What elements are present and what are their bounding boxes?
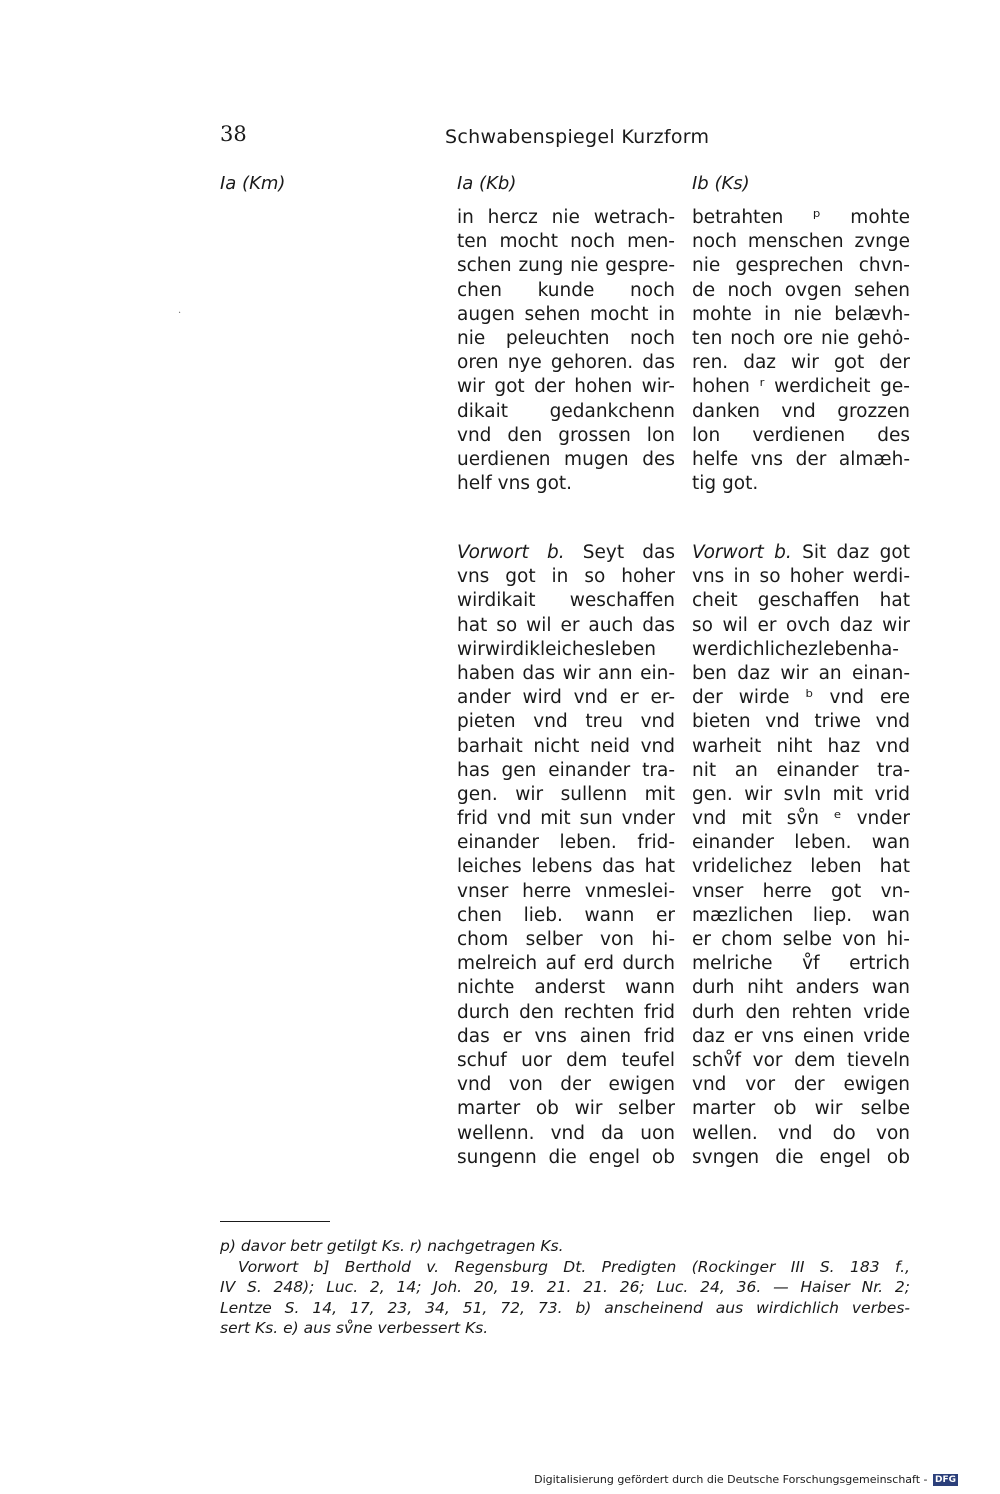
text-line: hat so wil er auch das	[457, 614, 675, 636]
digitization-footer	[534, 1473, 958, 1486]
text-line: melriche v̊f ertrich	[692, 953, 910, 975]
text-line: vnd mit sv̊n ᵉ vnder	[692, 808, 910, 830]
text-line: helfe vns der almæh-	[692, 448, 910, 470]
text-line: vnser herre got vn-	[692, 880, 910, 902]
text-line: ten mocht noch men-	[457, 231, 675, 253]
text-line: vnser herre vnmeslei-	[457, 880, 675, 902]
dfg-logo-icon: DFG	[934, 1475, 956, 1485]
text-line: svngen die engel ob	[692, 1146, 910, 1168]
text-line: mæzlichen liep. wan	[692, 904, 910, 926]
text-line: chom selber von hi-	[457, 929, 675, 950]
text-line: marter ob wir selbe	[692, 1098, 910, 1120]
text-line: vns got in so hoher	[457, 566, 675, 588]
text-line: vnd den grossen lon	[457, 424, 675, 446]
footer-text: Digitalisierung gefördert durch die Deutsche Forschungsgemeinschaft -	[534, 1473, 928, 1486]
footnotes	[220, 1236, 920, 1339]
text-line: ben daz wir an einan-	[692, 662, 910, 684]
text-line: Vorwort b. Seyt das	[457, 542, 675, 563]
column-header-kb: Ia (Kb)	[457, 173, 517, 194]
text-line: mohte in nie belævh-	[692, 303, 910, 325]
text-line: er chom selbe von hi-	[692, 929, 910, 950]
text-line: so wil er ovch daz wir	[692, 614, 910, 636]
text-line: ten noch ore nie gehȯ-	[692, 327, 910, 349]
section-label: Vorwort b.	[692, 542, 792, 563]
text-line: danken vnd grozzen	[692, 400, 910, 422]
kb-text-block-1	[457, 206, 675, 496]
text-line: warheit niht haz vnd	[692, 735, 910, 757]
text-line: wellenn. vnd da uon	[457, 1122, 675, 1144]
ks-text-block-1	[692, 206, 910, 496]
column-header-ks: Ib (Ks)	[692, 173, 750, 194]
text-line: durh niht anders wan	[692, 977, 910, 999]
text-line: gen. wir sullenn mit	[457, 783, 675, 805]
text-line: augen sehen mocht in	[457, 303, 675, 325]
text-line: lon verdienen des	[692, 424, 910, 446]
text-line: sungenn die engel ob	[457, 1146, 675, 1168]
text-line: oren nye gehoren. das	[457, 352, 675, 374]
text-line: vnd vor der ewigen	[692, 1074, 910, 1096]
text-line: einander leben. wan	[692, 832, 910, 854]
text-line: nit an einander tra-	[692, 759, 910, 781]
kb-text-block-2	[457, 541, 675, 1170]
text-line: in hercz nie wetrach-	[457, 207, 675, 228]
text-line: noch menschen zvnge	[692, 231, 910, 253]
text-line: ren. daz wir got der	[692, 352, 910, 374]
text-line: Vorwort b. Sit daz got	[692, 542, 910, 563]
text-line: wirdikait weschaffen	[457, 590, 675, 612]
text-line: chen lieb. wann er	[457, 904, 675, 926]
text-line: marter ob wir selber	[457, 1098, 675, 1120]
text-line: nie peleuchten noch	[457, 327, 675, 349]
text-line: schen zung nie gespre-	[457, 255, 675, 277]
text-line: ander wird vnd er er-	[457, 687, 675, 709]
text-line: werdichlichezlebenha-	[692, 638, 899, 660]
text-line: de noch ovgen sehen	[692, 279, 910, 301]
text-line: schv̊f vor dem tieveln	[692, 1049, 910, 1071]
text-line: chen kunde noch	[457, 279, 675, 301]
text-line: vridelichez leben hat	[692, 856, 910, 878]
text-line: vns in so hoher werdi-	[692, 566, 910, 588]
text-line: nie gesprechen chvn-	[692, 255, 910, 277]
text-line: das er vns ainen frid	[457, 1025, 675, 1047]
text-line: tig got.	[692, 473, 759, 495]
page-number: 38	[220, 122, 247, 146]
text-line: uerdienen mugen des	[457, 448, 675, 470]
text-line: frid vnd mit sun vnder	[457, 808, 675, 830]
text-line: bieten vnd triwe vnd	[692, 711, 910, 733]
text-line: barhait nicht neid vnd	[457, 735, 675, 757]
text-line: einander leben. frid-	[457, 832, 675, 854]
text-line: vnd von der ewigen	[457, 1074, 675, 1096]
text-line: leiches lebens das hat	[457, 856, 675, 878]
text-line: wellen. vnd do von	[692, 1122, 910, 1144]
text-line: gen. wir svln mit vrid	[692, 783, 910, 805]
running-head: Schwabenspiegel Kurzform	[445, 126, 710, 148]
text-line: durh den rehten vride	[692, 1001, 910, 1023]
margin-speck: ·	[178, 308, 182, 319]
text-line: wir got der hohen wir-	[457, 376, 675, 398]
text-line: pieten vnd treu vnd	[457, 711, 675, 733]
text-line: hohen ʳ werdicheit ge-	[692, 376, 910, 398]
footnote-line: IV S. 248); Luc. 2, 14; Joh. 20, 19. 21. 21. 26; Luc. 24, 36. — Haiser Nr. 2;	[220, 1278, 910, 1296]
footnote-rule	[220, 1221, 330, 1222]
text-line: cheit geschaffen hat	[692, 590, 910, 612]
column-header-km: Ia (Km)	[220, 173, 286, 194]
text-line: betrahten ᵖ mohte	[692, 207, 910, 228]
text-line: dikait gedankchenn	[457, 400, 675, 422]
text-line: daz er vns einen vride	[692, 1025, 910, 1047]
text-line: der wirde ᵇ vnd ere	[692, 687, 910, 709]
text-line: has gen einander tra-	[457, 759, 675, 781]
text-line: wirwirdikleichesleben	[457, 638, 656, 660]
text-line: haben das wir ann ein-	[457, 662, 675, 684]
footnote-line: Lentze S. 14, 17, 23, 34, 51, 72, 73. b) anscheinend aus wirdichlich verbes-	[220, 1298, 910, 1317]
section-label: Vorwort b.	[457, 542, 565, 563]
footnote-line: p) davor betr getilgt Ks. r) nachgetragen Ks.	[220, 1237, 564, 1255]
footnote-line: Vorwort b] Berthold v. Regensburg Dt. Predigten (Rockinger III S. 183 f.,	[238, 1257, 910, 1276]
text-line: nichte anderst wann	[457, 977, 675, 999]
text-line: melreich auf erd durch	[457, 953, 675, 975]
text-line: durch den rechten frid	[457, 1001, 675, 1023]
footnote-line: sert Ks. e) aus sv̊ne verbessert Ks.	[220, 1319, 489, 1337]
ks-text-block-2	[692, 541, 910, 1170]
text-line: schuf uor dem teufel	[457, 1049, 675, 1071]
text-line: helf vns got.	[457, 473, 573, 495]
